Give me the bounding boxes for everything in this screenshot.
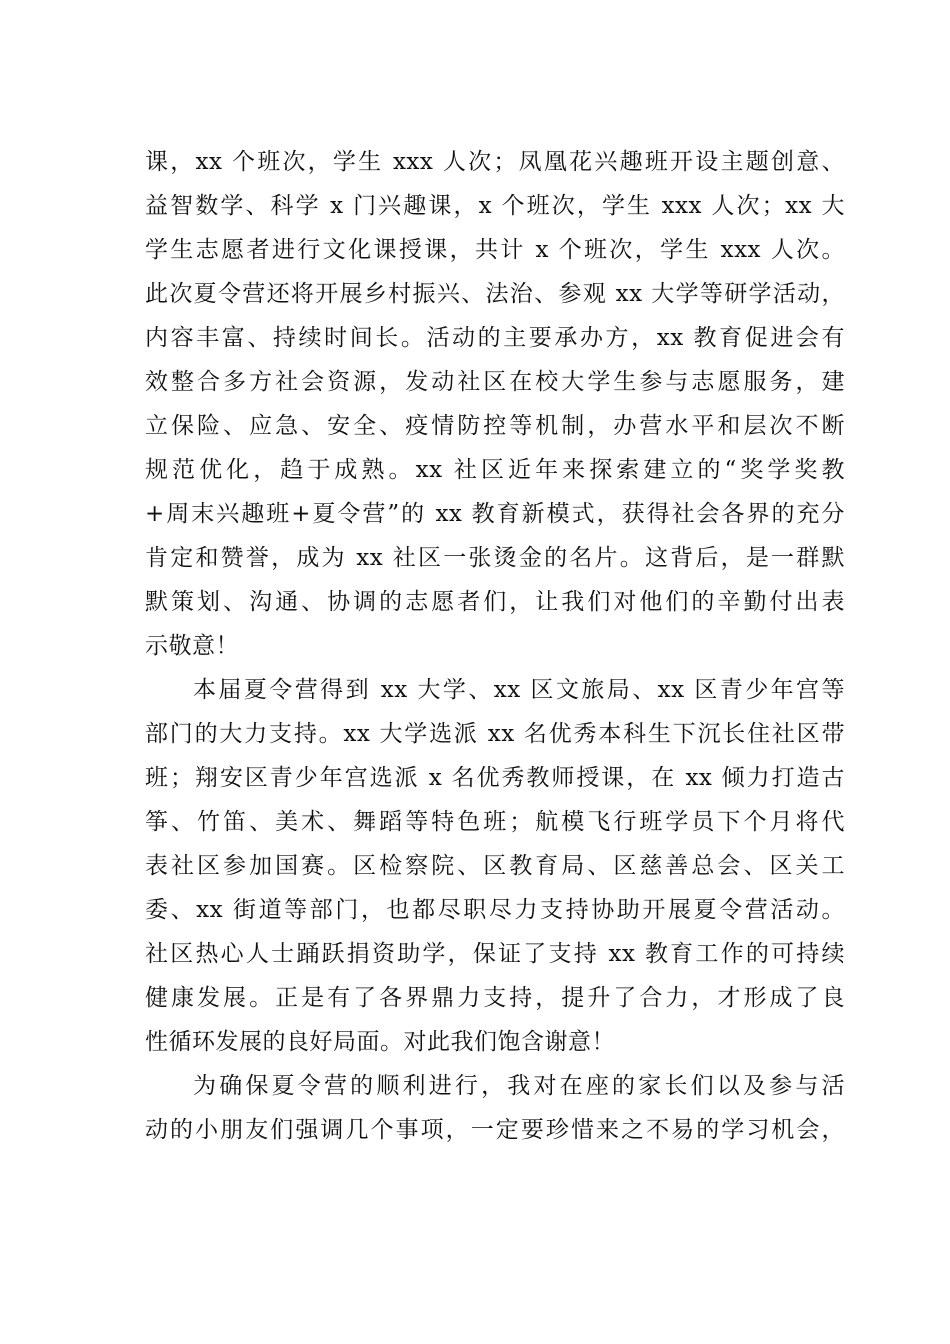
paragraph-first-line: 本届夏令营得到 xx 大学、xx 区文旅局、xx 区青少年宫等	[193, 677, 845, 703]
text-line: 课，xx 个班次，学生 xxx 人次；凤凰花兴趣班开设主题创意、	[145, 149, 845, 175]
text-line: 益智数学、科学 x 门兴趣课，x 个班次，学生 xxx 人次；xx 大	[145, 193, 845, 219]
text-line: 示敬意！	[145, 633, 239, 659]
text-line: 内容丰富、持续时间长。活动的主要承办方，xx 教育促进会有	[145, 325, 845, 351]
text-line: 此次夏令营还将开展乡村振兴、法治、参观 xx 大学等研学活动，	[145, 281, 845, 307]
body-text	[145, 140, 845, 1152]
text-line: 筝、竹笛、美术、舞蹈等特色班；航模飞行班学员下个月将代	[145, 809, 845, 835]
text-line: 班；翔安区青少年宫选派 x 名优秀教师授课，在 xx 倾力打造古	[145, 765, 845, 791]
text-line: 肯定和赞誉，成为 xx 社区一张烫金的名片。这背后，是一群默	[145, 545, 845, 571]
text-line: 默策划、沟通、协调的志愿者们，让我们对他们的辛勤付出表	[145, 589, 845, 615]
text-line: 性循环发展的良好局面。对此我们饱含谢意！	[145, 1029, 615, 1055]
text-line: 动的小朋友们强调几个事项，一定要珍惜来之不易的学习机会，	[145, 1117, 845, 1143]
text-line: 效整合多方社会资源，发动社区在校大学生参与志愿服务，建	[145, 369, 845, 395]
paragraph-first-line: 为确保夏令营的顺利进行，我对在座的家长们以及参与活	[193, 1073, 845, 1099]
text-line: 规范优化，趋于成熟。xx 社区近年来探索建立的“奖学奖教	[145, 457, 845, 483]
text-line: 社区热心人士踊跃捐资助学，保证了支持 xx 教育工作的可持续	[145, 941, 845, 967]
text-line: 健康发展。正是有了各界鼎力支持，提升了合力，才形成了良	[145, 985, 845, 1011]
text-line: 表社区参加国赛。区检察院、区教育局、区慈善总会、区关工	[145, 853, 845, 879]
text-line: 委、xx 街道等部门，也都尽职尽力支持协助开展夏令营活动。	[145, 897, 845, 923]
text-line: 部门的大力支持。xx 大学选派 xx 名优秀本科生下沉长住社区带	[145, 721, 845, 747]
text-line: +周末兴趣班+夏令营”的 xx 教育新模式，获得社会各界的充分	[145, 501, 845, 527]
text-line: 学生志愿者进行文化课授课，共计 x 个班次，学生 xxx 人次。	[145, 237, 845, 263]
text-line: 立保险、应急、安全、疫情防控等机制，办营水平和层次不断	[145, 413, 845, 439]
